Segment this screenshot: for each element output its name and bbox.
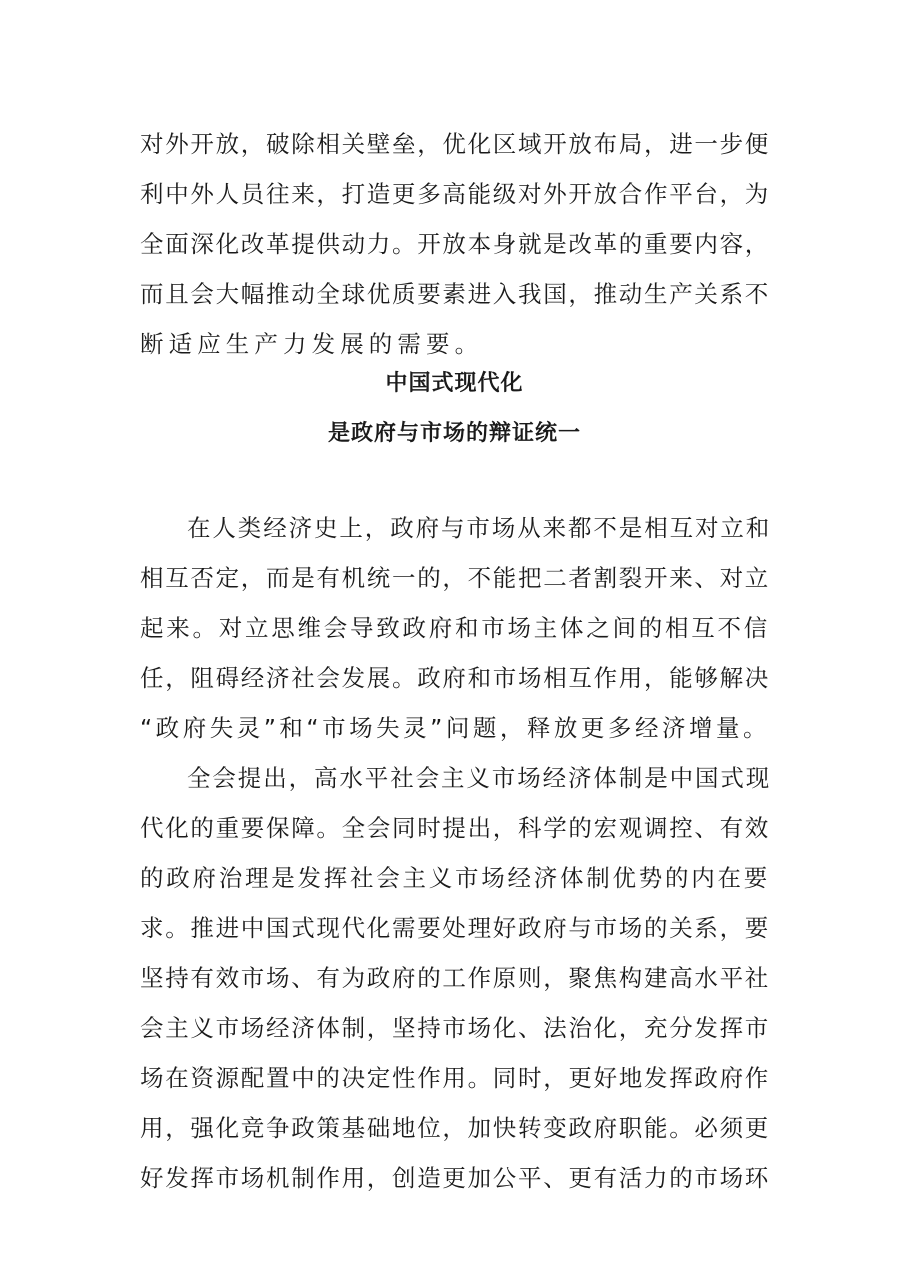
paragraph-line: 的政府治理是发挥社会主义市场经济体制优势的内在要 — [140, 864, 770, 892]
paragraph-line: 用，强化竞争政策基础地位，加快转变政府职能。必须更 — [140, 1114, 770, 1142]
paragraph-line: 对外开放，破除相关壁垒，优化区域开放布局，进一步便 — [140, 130, 770, 158]
paragraph-line: 好发挥市场机制作用，创造更加公平、更有活力的市场环 — [140, 1164, 770, 1192]
paragraph-line: 利中外人员往来，打造更多高能级对外开放合作平台，为 — [140, 180, 770, 208]
paragraph-line: 任，阻碍经济社会发展。政府和市场相互作用，能够解决 — [140, 664, 770, 692]
paragraph-line: 求。推进中国式现代化需要处理好政府与市场的关系，要 — [140, 914, 770, 942]
paragraph-line: 起来。对立思维会导致政府和市场主体之间的相互不信 — [140, 614, 770, 642]
paragraph-line: 场在资源配置中的决定性作用。同时，更好地发挥政府作 — [140, 1064, 770, 1092]
paragraph-line: 相互否定，而是有机统一的，不能把二者割裂开来、对立 — [140, 564, 770, 592]
paragraph-line: 全面深化改革提供动力。开放本身就是改革的重要内容， — [140, 230, 770, 258]
paragraph-line: 会主义市场经济体制，坚持市场化、法治化，充分发挥市 — [140, 1014, 770, 1042]
paragraph-line: 代化的重要保障。全会同时提出，科学的宏观调控、有效 — [140, 814, 770, 842]
paragraph-line: 全会提出，高水平社会主义市场经济体制是中国式现 — [187, 764, 772, 792]
paragraph-line: 在人类经济史上，政府与市场从来都不是相互对立和 — [187, 514, 772, 542]
section-heading-line-1: 中国式现代化 — [385, 371, 524, 396]
paragraph-line: “政府失灵”和“市场失灵”问题，释放更多经济增量。 — [140, 714, 770, 742]
paragraph-line: 坚持有效市场、有为政府的工作原则，聚焦构建高水平社 — [140, 964, 770, 992]
section-heading-line-2: 是政府与市场的辩证统一 — [327, 421, 581, 446]
paragraph-line: 断适应生产力发展的需要。 — [140, 330, 484, 358]
paragraph-line: 而且会大幅推动全球优质要素进入我国，推动生产关系不 — [140, 280, 770, 308]
